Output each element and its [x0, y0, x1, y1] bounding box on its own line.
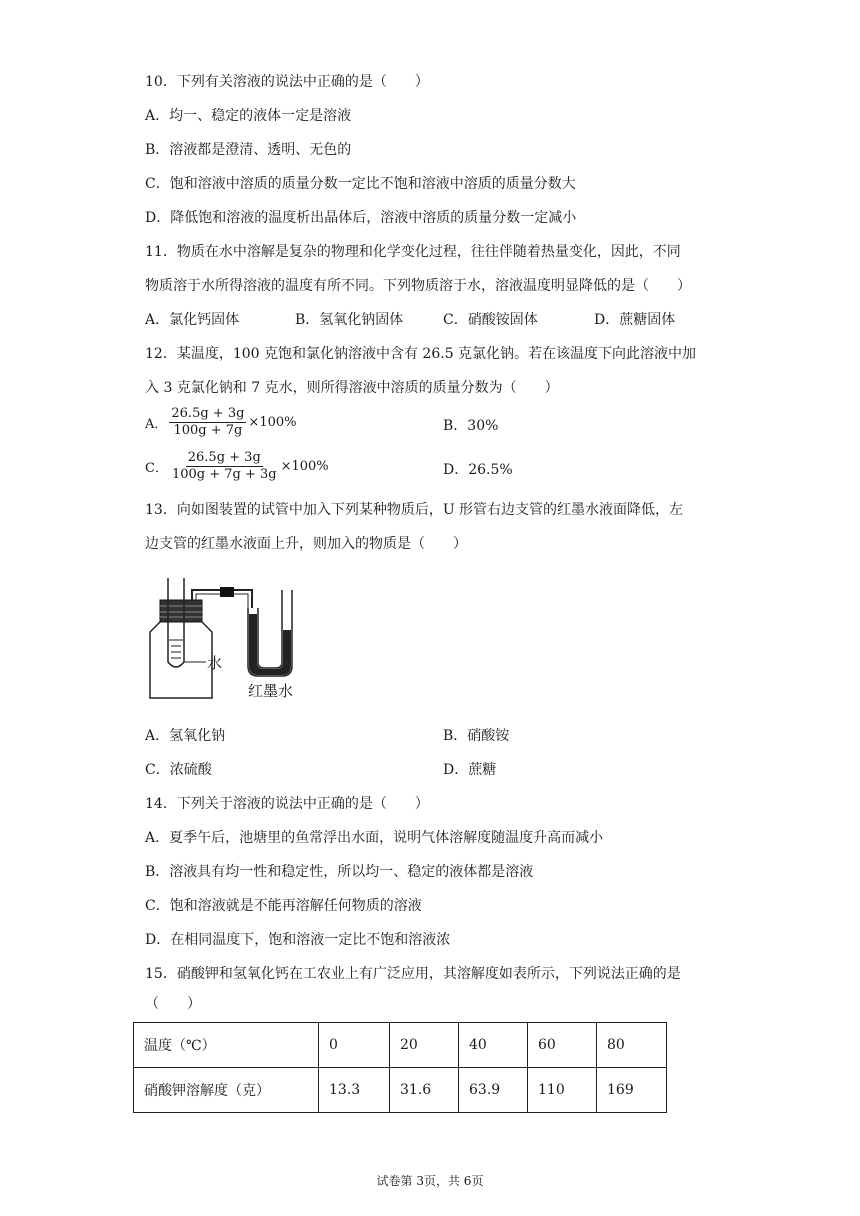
q12-option-d: D．26.5%	[443, 462, 513, 478]
q13-stem-line1: 13．向如图装置的试管中加入下列某种物质后，U 形管右边支管的红墨水液面降低，左	[145, 502, 684, 518]
q11-option-c: C．硝酸铵固体	[443, 312, 538, 328]
q10-option-a: A．均一、稳定的液体一定是溶液	[145, 108, 352, 124]
q10-option-c: C．饱和溶液中溶质的质量分数一定比不饱和溶液中溶质的质量分数大	[145, 176, 576, 192]
q15-stem-line1: 15．硝酸钾和氢氧化钙在工农业上有广泛应用，其溶解度如表所示，下列说法正确的是	[145, 966, 681, 982]
q12-stem-line2: 入 3 克氯化钠和 7 克水，则所得溶液中溶质的质量分数为（ ）	[145, 380, 559, 396]
q14-option-b: B．溶液具有均一性和稳定性，所以均一、稳定的液体都是溶液	[145, 864, 534, 880]
table-cell: 硝酸钾溶解度（克）	[134, 1068, 319, 1113]
table-cell: 20	[390, 1023, 459, 1068]
q11-option-b: B．氢氧化钠固体	[295, 312, 404, 328]
bottle-outline	[150, 620, 212, 698]
q12-option-c-tail: ×100%	[280, 459, 329, 474]
table-row	[134, 1068, 667, 1113]
q12-option-a-tail: ×100%	[248, 415, 297, 430]
q12-option-a	[145, 406, 296, 439]
q11-stem-line2: 物质溶于水所得溶液的温度有所不同。下列物质溶于水，溶液温度明显降低的是（ ）	[145, 278, 691, 294]
table-cell: 169	[597, 1068, 667, 1113]
q14-option-a: A．夏季午后，池塘里的鱼常浮出水面，说明气体溶解度随温度升高而减小	[145, 830, 604, 846]
stopper	[160, 600, 202, 622]
q12-option-a-fraction	[169, 406, 246, 439]
q12-option-a-denominator: 100g + 7g	[173, 423, 243, 438]
q11-option-d: D．蔗糖固体	[594, 312, 676, 328]
q12-option-b: B．30%	[443, 418, 499, 434]
q14-stem: 14．下列关于溶液的说法中正确的是（ ）	[145, 796, 429, 812]
table-cell: 63.9	[459, 1068, 528, 1113]
q12-stem-line1: 12．某温度，100 克饱和氯化钠溶液中含有 26.5 克氯化钠。若在该温度下向此溶液中加	[145, 346, 697, 362]
q14-option-c: C．饱和溶液就是不能再溶解任何物质的溶液	[145, 898, 422, 914]
table-cell: 80	[597, 1023, 667, 1068]
q12-option-a-label: A．	[145, 417, 168, 432]
table-cell: 0	[319, 1023, 390, 1068]
q13-option-b: B．硝酸铵	[443, 728, 510, 744]
table-cell: 温度（℃）	[134, 1023, 319, 1068]
q11-stem-line1: 11．物质在水中溶解是复杂的物理和化学变化过程，往往伴随着热量变化，因此，不同	[145, 244, 681, 260]
rubber-joint	[220, 587, 234, 597]
q12-option-a-numerator: 26.5g + 3g	[171, 406, 245, 421]
q13-option-a: A．氢氧化钠	[145, 728, 226, 744]
q13-option-c: C．浓硫酸	[145, 762, 212, 778]
q10-option-d: D．降低饱和溶液的温度析出晶体后，溶液中溶质的质量分数一定减小	[145, 210, 577, 226]
q12-option-c	[145, 450, 329, 483]
solubility-table	[133, 1022, 667, 1113]
q12-option-c-fraction	[170, 450, 279, 483]
table-cell: 40	[459, 1023, 528, 1068]
table-cell: 13.3	[319, 1068, 390, 1113]
q11-option-a: A．氯化钙固体	[145, 312, 240, 328]
q12-option-c-denominator: 100g + 7g + 3g	[171, 467, 277, 482]
q12-option-c-label: C．	[145, 461, 168, 476]
red-ink-fill	[249, 614, 291, 675]
q13-option-d: D．蔗糖	[443, 762, 497, 778]
label-red-ink: 红墨水	[248, 682, 294, 700]
q14-option-d: D．在相同温度下，饱和溶液一定比不饱和溶液浓	[145, 932, 451, 948]
page-footer: 试卷第 3页，共 6页	[376, 1174, 484, 1188]
q13-stem-line2: 边支管的红墨水液面上升，则加入的物质是（ ）	[145, 536, 467, 552]
q15-stem-line2: （ ）	[145, 996, 201, 1012]
apparatus-diagram	[140, 570, 320, 705]
table-cell: 60	[528, 1023, 597, 1068]
table-cell: 110	[528, 1068, 597, 1113]
table-row	[134, 1023, 667, 1068]
q10-stem: 10．下列有关溶液的说法中正确的是（ ）	[145, 74, 429, 90]
table-cell: 31.6	[390, 1068, 459, 1113]
q10-option-b: B．溶液都是澄清、透明、无色的	[145, 142, 352, 158]
label-water: 水	[207, 654, 223, 672]
q12-option-c-numerator: 26.5g + 3g	[187, 450, 261, 465]
